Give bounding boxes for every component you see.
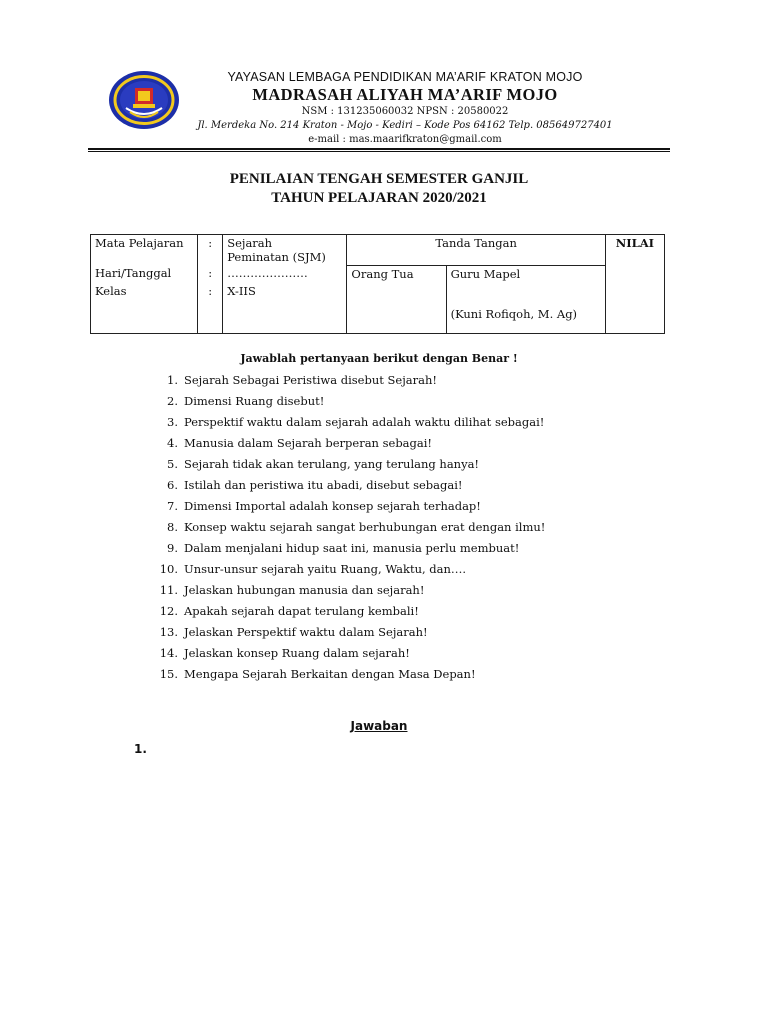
teacher-name: (Kuni Rofiqoh, M. Ag): [450, 306, 578, 321]
subject-value: [223, 235, 347, 266]
question-number: 15.: [159, 667, 178, 681]
question-item: [150, 622, 545, 643]
question-number: 11.: [159, 583, 178, 597]
question-item: [150, 496, 545, 517]
parent-signature-cell: [347, 265, 446, 333]
class-value: X-IIS: [223, 283, 347, 333]
colon: :: [198, 235, 223, 266]
school-address: Jl. Merdeka No. 214 Kraton - Mojo - Kediri – Kode Pos 64162 Telp. 085649727401: [197, 120, 613, 131]
question-item: [150, 580, 545, 601]
date-label: Hari/Tanggal: [91, 265, 198, 283]
question-text: Sejarah Sebagai Peristiwa disebut Sejarah!: [184, 373, 438, 387]
question-text: Jelaskan hubungan manusia dan sejarah!: [184, 583, 425, 597]
question-text: Manusia dalam Sejarah berperan sebagai!: [184, 436, 433, 450]
question-text: Unsur-unsur sejarah yaitu Ruang, Waktu, dan….: [184, 562, 467, 576]
question-number: 10.: [159, 562, 178, 576]
school-email: e-mail : mas.maarifkraton@gmail.com: [308, 134, 502, 145]
question-item: [150, 391, 545, 412]
question-item: [150, 664, 545, 685]
question-text: Apakah sejarah dapat terulang kembali!: [184, 604, 419, 618]
question-text: Dimensi Importal adalah konsep sejarah terhadap!: [184, 499, 481, 513]
question-number: 8.: [167, 520, 178, 534]
exam-info-table: [90, 234, 665, 334]
question-item: [150, 433, 545, 454]
academic-year: TAHUN PELAJARAN 2020/2021: [271, 190, 487, 206]
question-number: 2.: [167, 394, 178, 408]
question-item: [150, 454, 545, 475]
question-text: Istilah dan peristiwa itu abadi, disebut sebagai!: [184, 478, 463, 492]
question-item: [150, 475, 545, 496]
colon: :: [198, 265, 223, 283]
question-number: 6.: [167, 478, 178, 492]
question-item: [150, 538, 545, 559]
question-list: [150, 370, 545, 685]
question-item: [150, 370, 545, 391]
question-text: Dalam menjalani hidup saat ini, manusia perlu membuat!: [184, 541, 520, 555]
question-number: 4.: [167, 436, 178, 450]
question-text: Konsep waktu sejarah sangat berhubungan erat dengan ilmu!: [184, 520, 546, 534]
teacher-label: Guru Mapel: [450, 266, 521, 281]
question-text: Jelaskan konsep Ruang dalam sejarah!: [184, 646, 410, 660]
question-item: [150, 643, 545, 664]
question-item: [150, 412, 545, 433]
question-text: Mengapa Sejarah Berkaitan dengan Masa Depan!: [184, 667, 476, 681]
question-item: [150, 559, 545, 580]
question-number: 7.: [167, 499, 178, 513]
colon: :: [198, 283, 223, 333]
school-ids: NSM : 131235060032 NPSN : 20580022: [301, 106, 509, 117]
signature-header: Tanda Tangan: [347, 235, 605, 266]
question-text: Dimensi Ruang disebut!: [184, 394, 325, 408]
date-value: …………………: [223, 265, 347, 283]
question-number: 3.: [167, 415, 178, 429]
question-text: Jelaskan Perspektif waktu dalam Sejarah!: [184, 625, 428, 639]
score-header: NILAI: [605, 235, 664, 334]
header-divider-thick: [88, 148, 670, 150]
subject-value-line2: Peminatan (SJM): [227, 250, 326, 264]
question-text: Perspektif waktu dalam sejarah adalah waktu dilihat sebagai!: [184, 415, 545, 429]
exam-title: PENILAIAN TENGAH SEMESTER GANJIL: [229, 171, 529, 187]
parent-label: Orang Tua: [351, 266, 414, 281]
answer-number: 1.: [134, 742, 147, 756]
question-text: Sejarah tidak akan terulang, yang terulang hanya!: [184, 457, 480, 471]
question-number: 1.: [167, 373, 178, 387]
question-number: 12.: [159, 604, 178, 618]
class-label: Kelas: [91, 283, 198, 333]
header-divider-thin: [88, 151, 670, 152]
subject-value-line1: Sejarah: [227, 236, 273, 250]
instruction-text: Jawablah pertanyaan berikut dengan Benar !: [240, 352, 518, 365]
subject-label: Mata Pelajaran: [91, 235, 198, 266]
question-number: 5.: [167, 457, 178, 471]
foundation-name: YAYASAN LEMBAGA PENDIDIKAN MA’ARIF KRATON MOJO: [227, 70, 583, 84]
question-item: [150, 517, 545, 538]
school-crest-icon: [106, 68, 182, 132]
question-item: [150, 601, 545, 622]
teacher-signature-cell: [446, 265, 605, 333]
question-number: 9.: [167, 541, 178, 555]
question-number: 13.: [159, 625, 178, 639]
school-name: MADRASAH ALIYAH MA’ARIF MOJO: [252, 85, 558, 104]
question-number: 14.: [159, 646, 178, 660]
answer-heading: Jawaban: [350, 719, 408, 733]
